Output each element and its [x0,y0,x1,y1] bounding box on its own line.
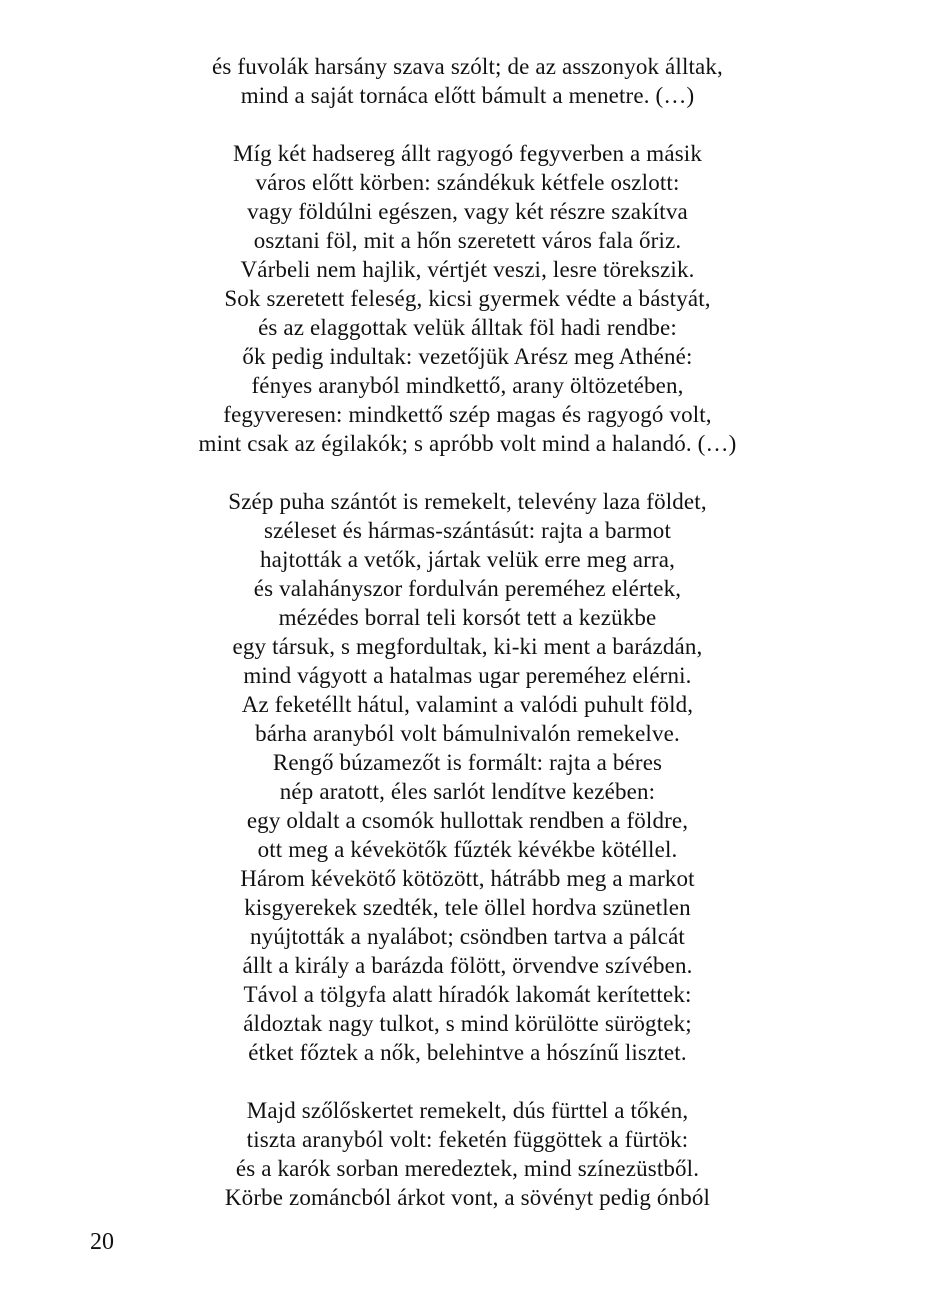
stanza-1 [0,52,935,110]
poem-line: fényes aranyból mindkettő, arany öltözetében, [251,373,684,398]
poem-line: Távol a tölgyfa alatt híradók lakomát kerítettek: [243,982,692,1007]
poem-line: mind a saját tornáca előtt bámult a menetre. (…) [240,83,695,108]
poem-line: széleset és hármas-szántásút: rajta a barmot [263,518,671,543]
poem-line: hajtották a vetők, jártak velük erre meg arra, [260,547,675,572]
poem-line: bárha aranyból volt bámulnivalón remekelve. [255,721,680,746]
poem-line: Körbe zománcból árkot vont, a sövényt pedig ónból [224,1185,711,1210]
poem-line: fegyveresen: mindkettő szép magas és ragyogó volt, [223,402,712,427]
poem-line: Rengő búzamezőt is formált: rajta a béres [272,750,663,775]
poem-line: város előtt körben: szándékuk kétfele oszlott: [255,170,680,195]
stanza-4 [0,1096,935,1212]
poem-line: és valahányszor fordulván pereméhez elértek, [253,576,682,601]
poem-line: Majd szőlőskertet remekelt, dús fürttel a tőkén, [246,1098,689,1123]
poem-line: és a karók sorban meredeztek, mind színezüstből. [235,1156,700,1181]
poem-line: egy oldalt a csomók hullottak rendben a földre, [246,808,689,833]
poem-line: mind vágyott a hatalmas ugar pereméhez elérni. [243,663,692,688]
poem-line: állt a király a barázda fölött, örvendve szívében. [242,953,693,978]
stanza-2 [0,139,935,458]
poem-line: Míg két hadsereg állt ragyogó fegyverben a másik [233,141,702,166]
poem-line: Az feketéllt hátul, valamint a valódi puhult föld, [241,692,694,717]
poem-line: Szép puha szántót is remekelt, televény laza földet, [228,489,707,514]
poem-line: Három kévekötő kötözött, hátrább meg a markot [240,866,695,891]
poem-line: ott meg a kévekötők fűzték kévékbe kötéllel. [257,837,678,862]
page-number: 20 [90,1229,114,1255]
poem-line: tiszta aranyból volt: feketén függöttek a fürtök: [246,1127,689,1152]
poem-line: nép aratott, éles sarlót lendítve kezében: [279,779,656,804]
poem-line: nyújtották a nyalábot; csöndben tartva a pálcát [250,924,685,949]
poem-line: Várbeli nem hajlik, vértjét veszi, lesre törekszik. [240,257,695,282]
poem-line: kisgyerekek szedték, tele öllel hordva szünetlen [244,895,691,920]
poem-line: áldoztak nagy tulkot, s mind körülötte sürögtek; [243,1011,692,1036]
poem-line: osztani föl, mit a hőn szeretett város fala őriz. [253,228,682,253]
poem-line: és fuvolák harsány szava szólt; de az asszonyok álltak, [212,54,723,79]
poem-line: ők pedig indultak: vezetőjük Arész meg Athéné: [242,344,693,369]
poem-line: mint csak az égilakók; s apróbb volt mind a halandó. (…) [198,431,737,456]
poem-line: mézédes borral teli korsót tett a kezükbe [278,605,657,630]
poem-body [0,52,935,1241]
poem-line: és az elaggottak velük álltak föl hadi rendbe: [258,315,677,340]
poem-line: Sok szeretett feleség, kicsi gyermek védte a bástyát, [224,286,711,311]
poem-line: vagy földúlni egészen, vagy két részre szakítva [247,199,688,224]
stanza-3 [0,487,935,1067]
poem-line: étket főztek a nők, belehintve a hószínű lisztet. [248,1040,687,1065]
poem-line: egy társuk, s megfordultak, ki-ki ment a barázdán, [232,634,703,659]
